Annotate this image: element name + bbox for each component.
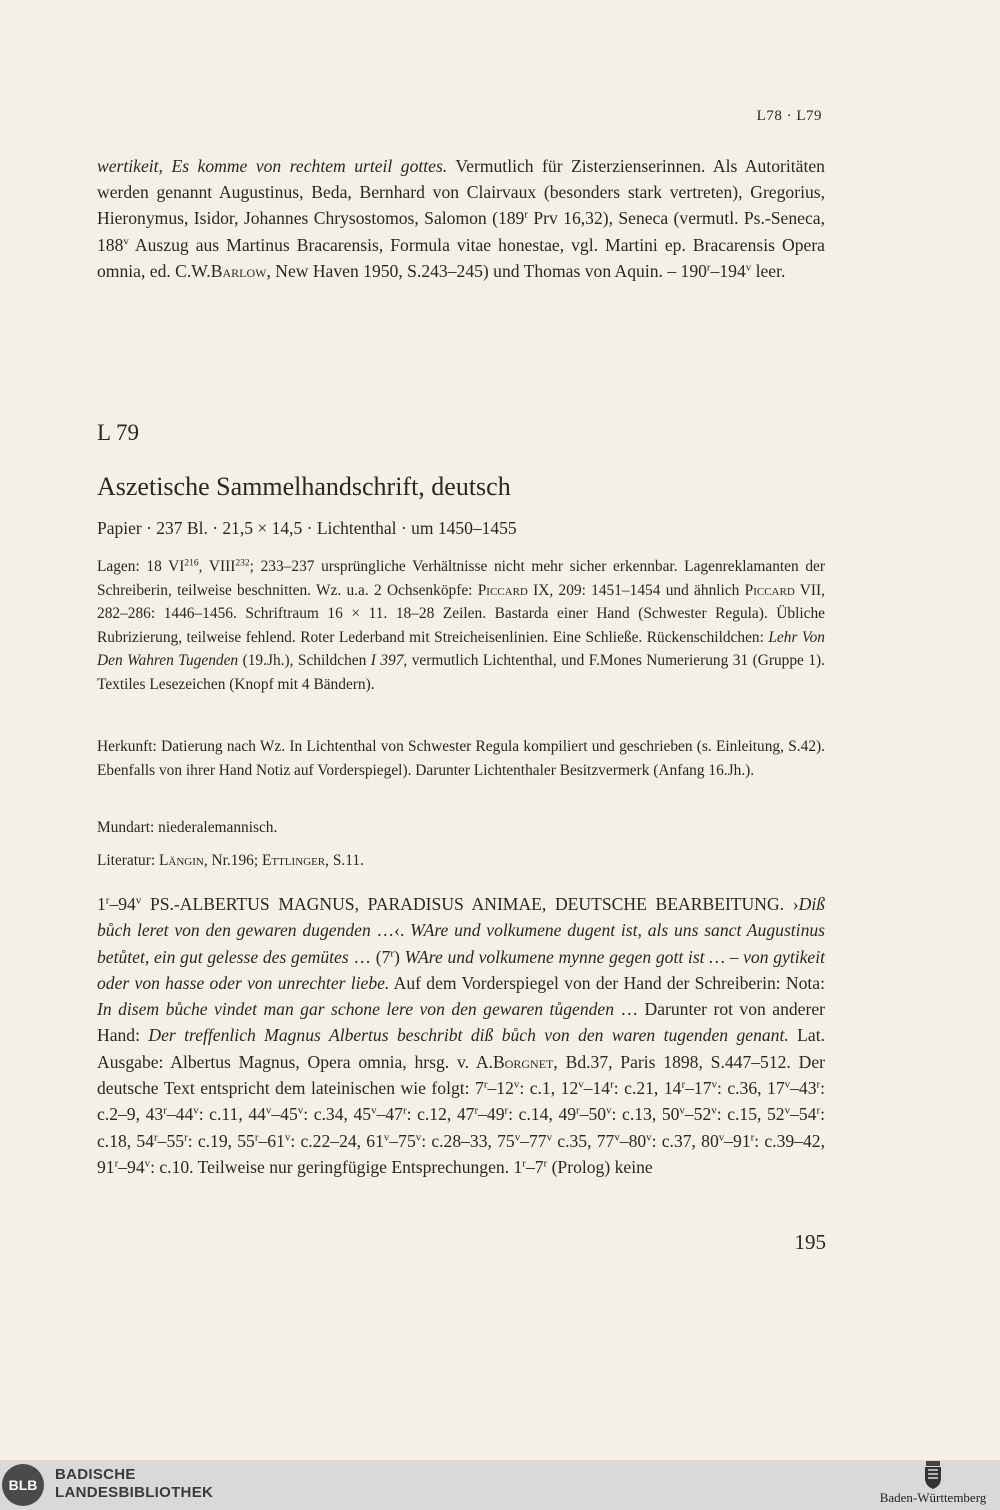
library-name-line-2: LANDESBIBLIOTHEK: [55, 1484, 214, 1501]
physical-description: Papier · 237 Bl. · 21,5 × 14,5 · Lichtenthal · um 1450–1455: [97, 518, 517, 538]
entry-id: L 79: [97, 420, 139, 445]
contents-paragraph: 1$^r$–94$^v$ PS.-ALBERTUS MAGNUS, PARADISUS ANIMAE, DEUTSCHE BEARBEITUNG. ›Diß bůch leret von den gewaren dugenden …‹. WAre und volkumene dugent ist, als uns sanct Augustinus betůtet, ein gut gelesse des gemütes … (7$^r$) WAre und volkumene mynne gegen gott ist … – von gytikeit oder von hasse oder von unrechter liebe. Auf dem Vorderspiegel von der Hand der Schreiberin: Nota: In disem bůche vindet man gar schone lere von den gewaren tůgenden … Darunter rot von anderer Hand: Der treffenlich Magnus Albertus beschribt diß bůch von den waren tugenden genant. Lat. Ausgabe: Albertus Magnus, Opera omnia, hrsg. v. A.Borgnet, Bd.37, Paris 1898, S.447–512. Der deutsche Text entspricht dem lateinischen wie folgt: 7$^r$–12$^v$: c.1, 12$^v$–14$^r$: c.21, 14$^r$–17$^v$: c.36, 17$^v$–43$^r$: c.2–9, 43$^r$–44$^v$: c.11, 44$^v$–45$^v$: c.34, 45$^v$–47$^r$: c.12, 47$^r$–49$^r$: c.14, 49$^r$–50$^v$: c.13, 50$^v$–52$^v$: c.15, 52$^v$–54$^r$: c.18, 54$^r$–55$^r$: c.19, 55$^r$–61$^v$: c.22–24, 61$^v$–75$^v$: c.28–33, 75$^v$–77$^v$ c.35, 77$^v$–80$^v$: c.37, 80$^v$–91$^r$: c.39–42, 91$^r$–94$^v$: c.10. Teilweise nur geringfügige Entsprechungen. 1$^r$–7$^r$ (Prolog) keine: [97, 894, 826, 1177]
continued-paragraph: wertikeit, Es komme von rechtem urteil gottes. Vermutlich für Zisterzienserinnen. Als Autoritäten werden genannt Augustinus, Beda, Bernhard von Clairvaux (besonders stark vertreten), Gregorius, Hieronymus, Isidor, Johannes Chrysostomos, Salomon (189$^r$ Prv 16,32), Seneca (vermutl. Ps.-Seneca, 188$^v$ Auszug aus Martinus Bracarensis, Formula vitae honestae, vgl. Martini ep. Bracarensis Opera omnia, ed. C.W.Barlow, New Haven 1950, S.243–245) und Thomas von Aquin. – 190$^r$–194$^v$ leer.: [97, 156, 825, 281]
herkunft-paragraph: Herkunft: Datierung nach Wz. In Lichtenthal von Schwester Regula kompiliert und geschrieben (s. Einleitung, S.42). Ebenfalls von ihrer Hand Notiz auf Vorderspiegel). Darunter Lichtenthaler Besitzvermerk (Anfang 16.Jh.).: [97, 738, 825, 779]
footer-bar: [0, 1460, 1000, 1510]
library-name-line-1: BADISCHE: [55, 1466, 136, 1483]
state-logo[interactable]: [868, 1460, 998, 1510]
lagen-paragraph: Lagen: 18 VI$^{216}$, VIII$^{232}$; 233–237 ursprüngliche Verhältnisse nicht mehr sicher erkennbar. Lagenreklamanten der Schreiberin, teilweise beschnitten. Wz. u.a. 2 Ochsenköpfe: Piccard IX, 209: 1451–1454 und ähnlich Piccard VII, 282–286: 1446–1456. Schriftraum 16 × 11. 18–28 Zeilen. Bastarda einer Hand (Schwester Regula). Übliche Rubrizierung, teilweise fehlend. Roter Lederband mit Streicheisenlinien. Eine Schließe. Rückenschildchen: Lehr Von Den Wahren Tugenden (19.Jh.), Schildchen I 397, vermutlich Lichtenthal, und F.Mones Numerierung 31 (Gruppe 1). Textiles Lesezeichen (Knopf mit 4 Bändern).: [97, 557, 826, 693]
library-name[interactable]: [55, 1466, 213, 1502]
running-head: L78 · L79: [756, 108, 822, 124]
coat-of-arms-icon: [922, 1460, 944, 1490]
entry-title: Aszetische Sammelhandschrift, deutsch: [97, 472, 511, 501]
page-number: 195: [794, 1230, 826, 1254]
mundart-paragraph: Mundart: niederalemannisch.: [97, 819, 278, 836]
state-name: Baden-Württemberg: [879, 1490, 987, 1505]
blb-logo[interactable]: BLB: [2, 1464, 44, 1506]
literatur-paragraph: Literatur: Längin, Nr.196; Ettlinger, S.11.: [97, 852, 364, 869]
